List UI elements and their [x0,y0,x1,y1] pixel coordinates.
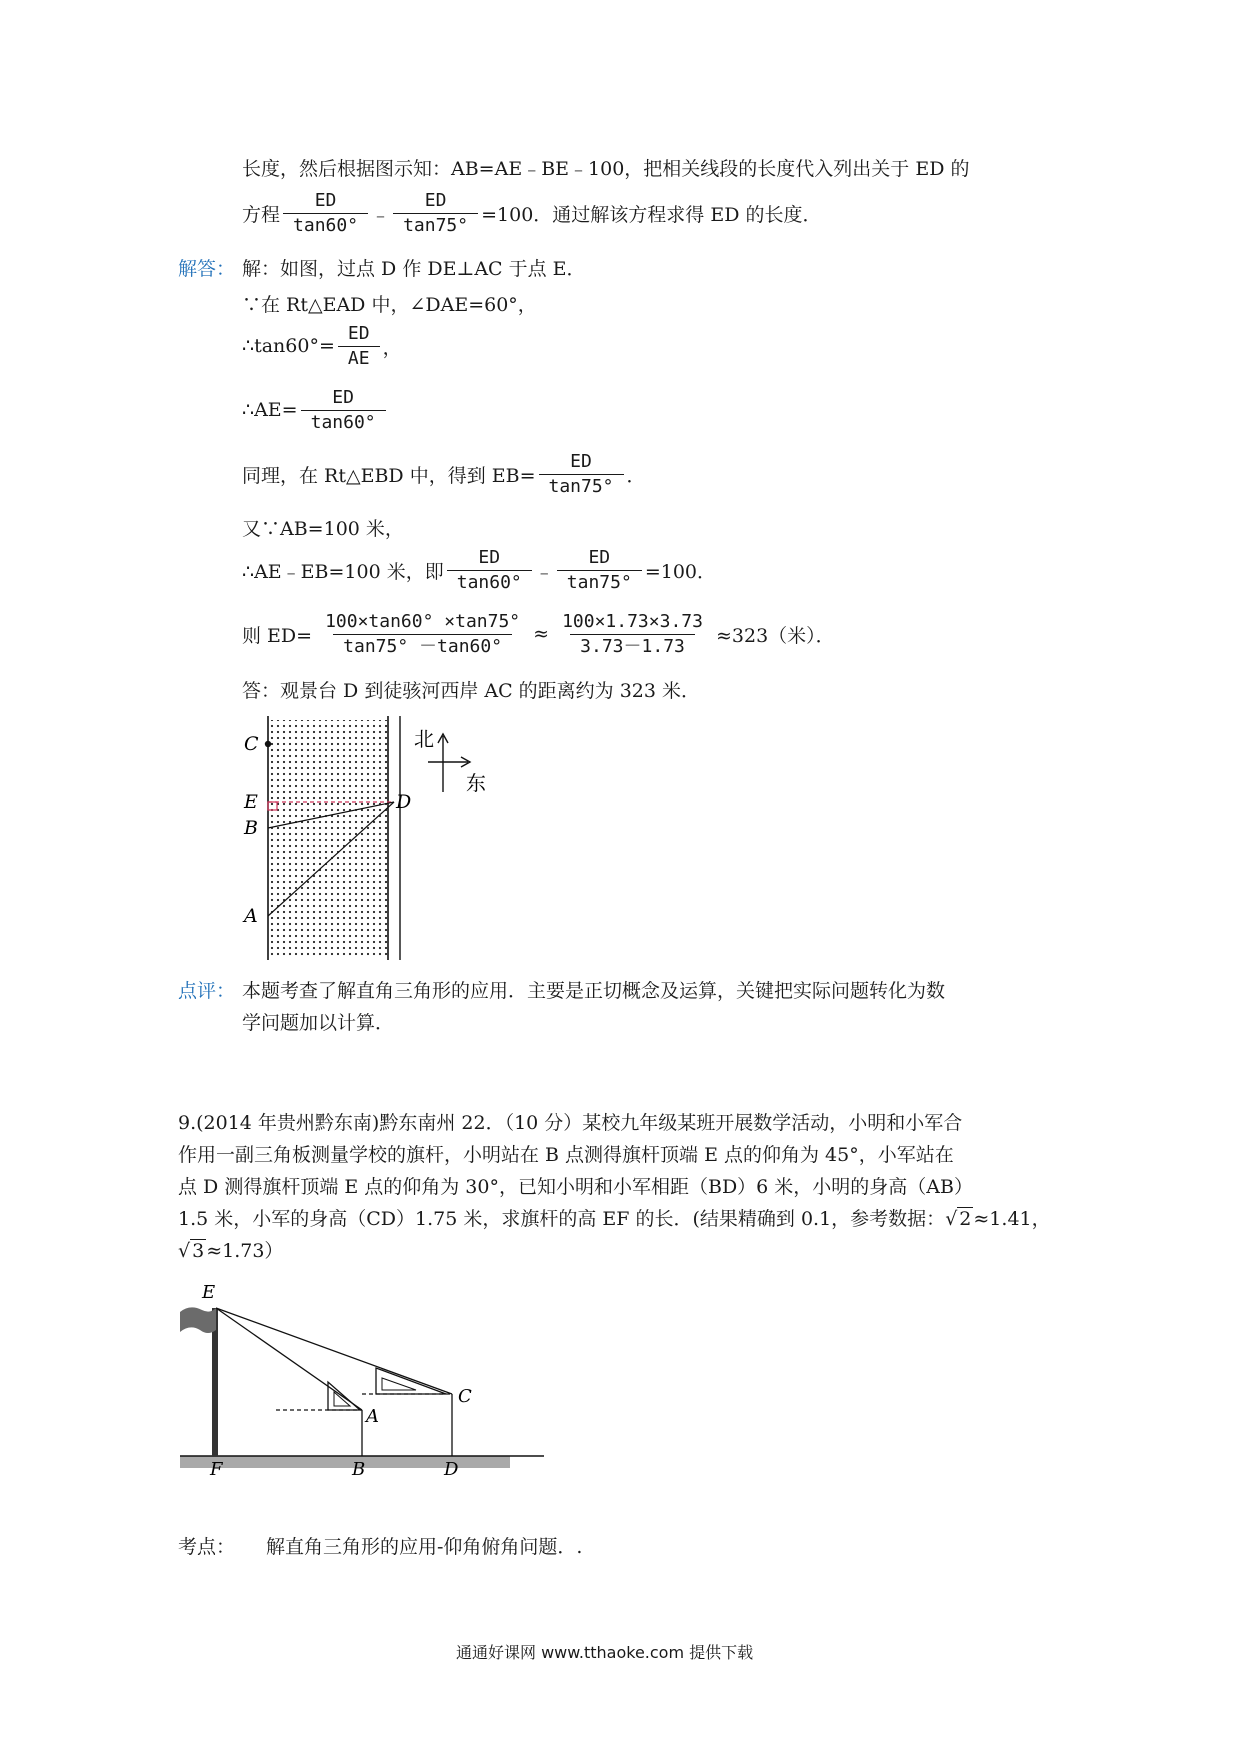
solution-step-2: ∵在 Rt△EAD 中，∠DAE=60°， [242,294,537,316]
fraction-ed-over-tan60: $\frac{ED}{\tan 60^\circ}$ [301,386,386,435]
analysis-line-1: 长度，然后根据图示知：AB=AE﹣BE﹣100，把相关线段的长度代入列出关于 ED 的 [242,158,970,180]
label-c: C [244,733,259,755]
problem9-line-1: 9.(2014 年贵州黔东南)黔东南州 22．（10 分）某校九年级某班开展数学活动，小明和小军合 [178,1112,963,1134]
label-c: C [458,1386,472,1407]
solution-answer: 答：观景台 D 到徒骇河西岸 AC 的距离约为 323 米． [242,680,700,702]
label-d: D [444,1459,459,1476]
sqrt-3: √ 3 [178,1240,205,1262]
fraction-ed-over-tan75: $\frac{ED}{\tan 75^\circ}$ [557,546,642,595]
flag [180,1307,216,1333]
fraction-ed-over-tan60: $\frac{ED}{\tan 60^\circ}$ [447,546,532,595]
flagpole-diagram [176,1268,556,1476]
problem9-line-2: 作用一副三角板测量学校的旗杆，小明站在 B 点测得旗杆顶端 E 点的仰角为 45°，小军站在 [178,1144,954,1166]
kaodian-label: 考点： [178,1536,236,1558]
kaodian-text: 解直角三角形的应用-仰角俯角问题．. [266,1536,583,1558]
sqrt-2: √ 2 [945,1208,972,1230]
label-b: B [352,1459,366,1476]
label-e: E [244,791,258,813]
fraction-ed-over-ae: $\frac{ED}{AE}$ [338,322,380,371]
fraction-ed-over-tan75: $\frac{ED}{\tan 75^\circ}$ [393,189,478,238]
line-ea [216,1308,362,1410]
label-f: F [210,1459,223,1476]
river-area [268,720,388,958]
label-d: D [396,791,412,813]
line-ec [216,1308,452,1394]
solution-step-1: 解：如图，过点 D 作 DE⊥AC 于点 E． [242,258,586,280]
analysis-line-2: 方程 $\frac{ED}{\tan 60^\circ}$ ﹣ $\frac{ED}{\tan 75^\circ}$ =100．通过解该方程求得 ED 的长度． [242,189,822,236]
comment-line-2: 学问题加以计算． [242,1012,395,1034]
comment-line-1: 本题考查了解直角三角形的应用．主要是正切概念及运算，关键把实际问题转化为数 [242,980,946,1002]
problem9-line-3: 点 D 测得旗杆顶端 E 点的仰角为 30°，已知小明和小军相距（BD）6 米，小明的身高（AB） [178,1176,973,1198]
solution-step-4: ∴AE= $\frac{ED}{\tan 60^\circ}$ [242,382,389,438]
compass-north-label: 北 [414,727,434,751]
solution-label: 解答： [178,258,236,280]
point-c [265,741,271,747]
fraction-ed-over-tan75: $\frac{ED}{\tan 75^\circ}$ [539,450,624,499]
solution-step-5: 同理，在 Rt△EBD 中，得到 EB= $\frac{ED}{\tan 75^\circ}$ ． [242,450,646,497]
river-diagram [240,712,540,962]
comment-label: 点评： [178,980,236,1002]
solution-step-3: ∴tan60°= $\frac{ED}{AE}$ ， [242,322,402,369]
solution-step-6: 又∵AB=100 米， [242,518,404,540]
label-e: E [202,1282,216,1303]
label-b: B [244,817,258,839]
ground [180,1456,510,1468]
solution-step-7: ∴AE﹣EB=100 米，即 $\frac{ED}{\tan 60^\circ}$ ﹣ $\frac{ED}{\tan 75^\circ}$ =100． [242,546,717,593]
solution-step-8: 则 ED= $\frac{100\times\tan 60^\circ \times\tan 75^\circ}{\tan 75^\circ -\tan 60^\circ}$ ≈ $\frac{100\times 1.73\times 3.73}{3.73-1.73}$ ≈323（米）． [242,610,835,657]
page-footer: 通通好课网 www.tthaoke.com 提供下载 [456,1643,754,1662]
problem9-line-4: 1.5 米，小军的身高（CD）1.75 米，求旗杆的高 EF 的长．(结果精确到 0.1，参考数据：√ 2 ≈1.41， [178,1208,1051,1230]
fraction-ed-exact: $\frac{100\times\tan 60^\circ \times\tan 75^\circ}{\tan 75^\circ -\tan 60^\circ}$ [325,610,521,657]
problem9-line-5: √ 3 ≈1.73） [178,1240,284,1262]
label-a: A [366,1406,379,1427]
fraction-ed-over-tan60: $\frac{ED}{\tan 60^\circ}$ [283,189,368,238]
compass-east-label: 东 [466,771,486,795]
label-a: A [244,905,258,927]
analysis-line-2-prefix: 方程 [242,203,281,226]
fraction-ed-approx: $\frac{100\times 1.73\times 3.73}{3.73-1.73}$ [562,610,703,657]
